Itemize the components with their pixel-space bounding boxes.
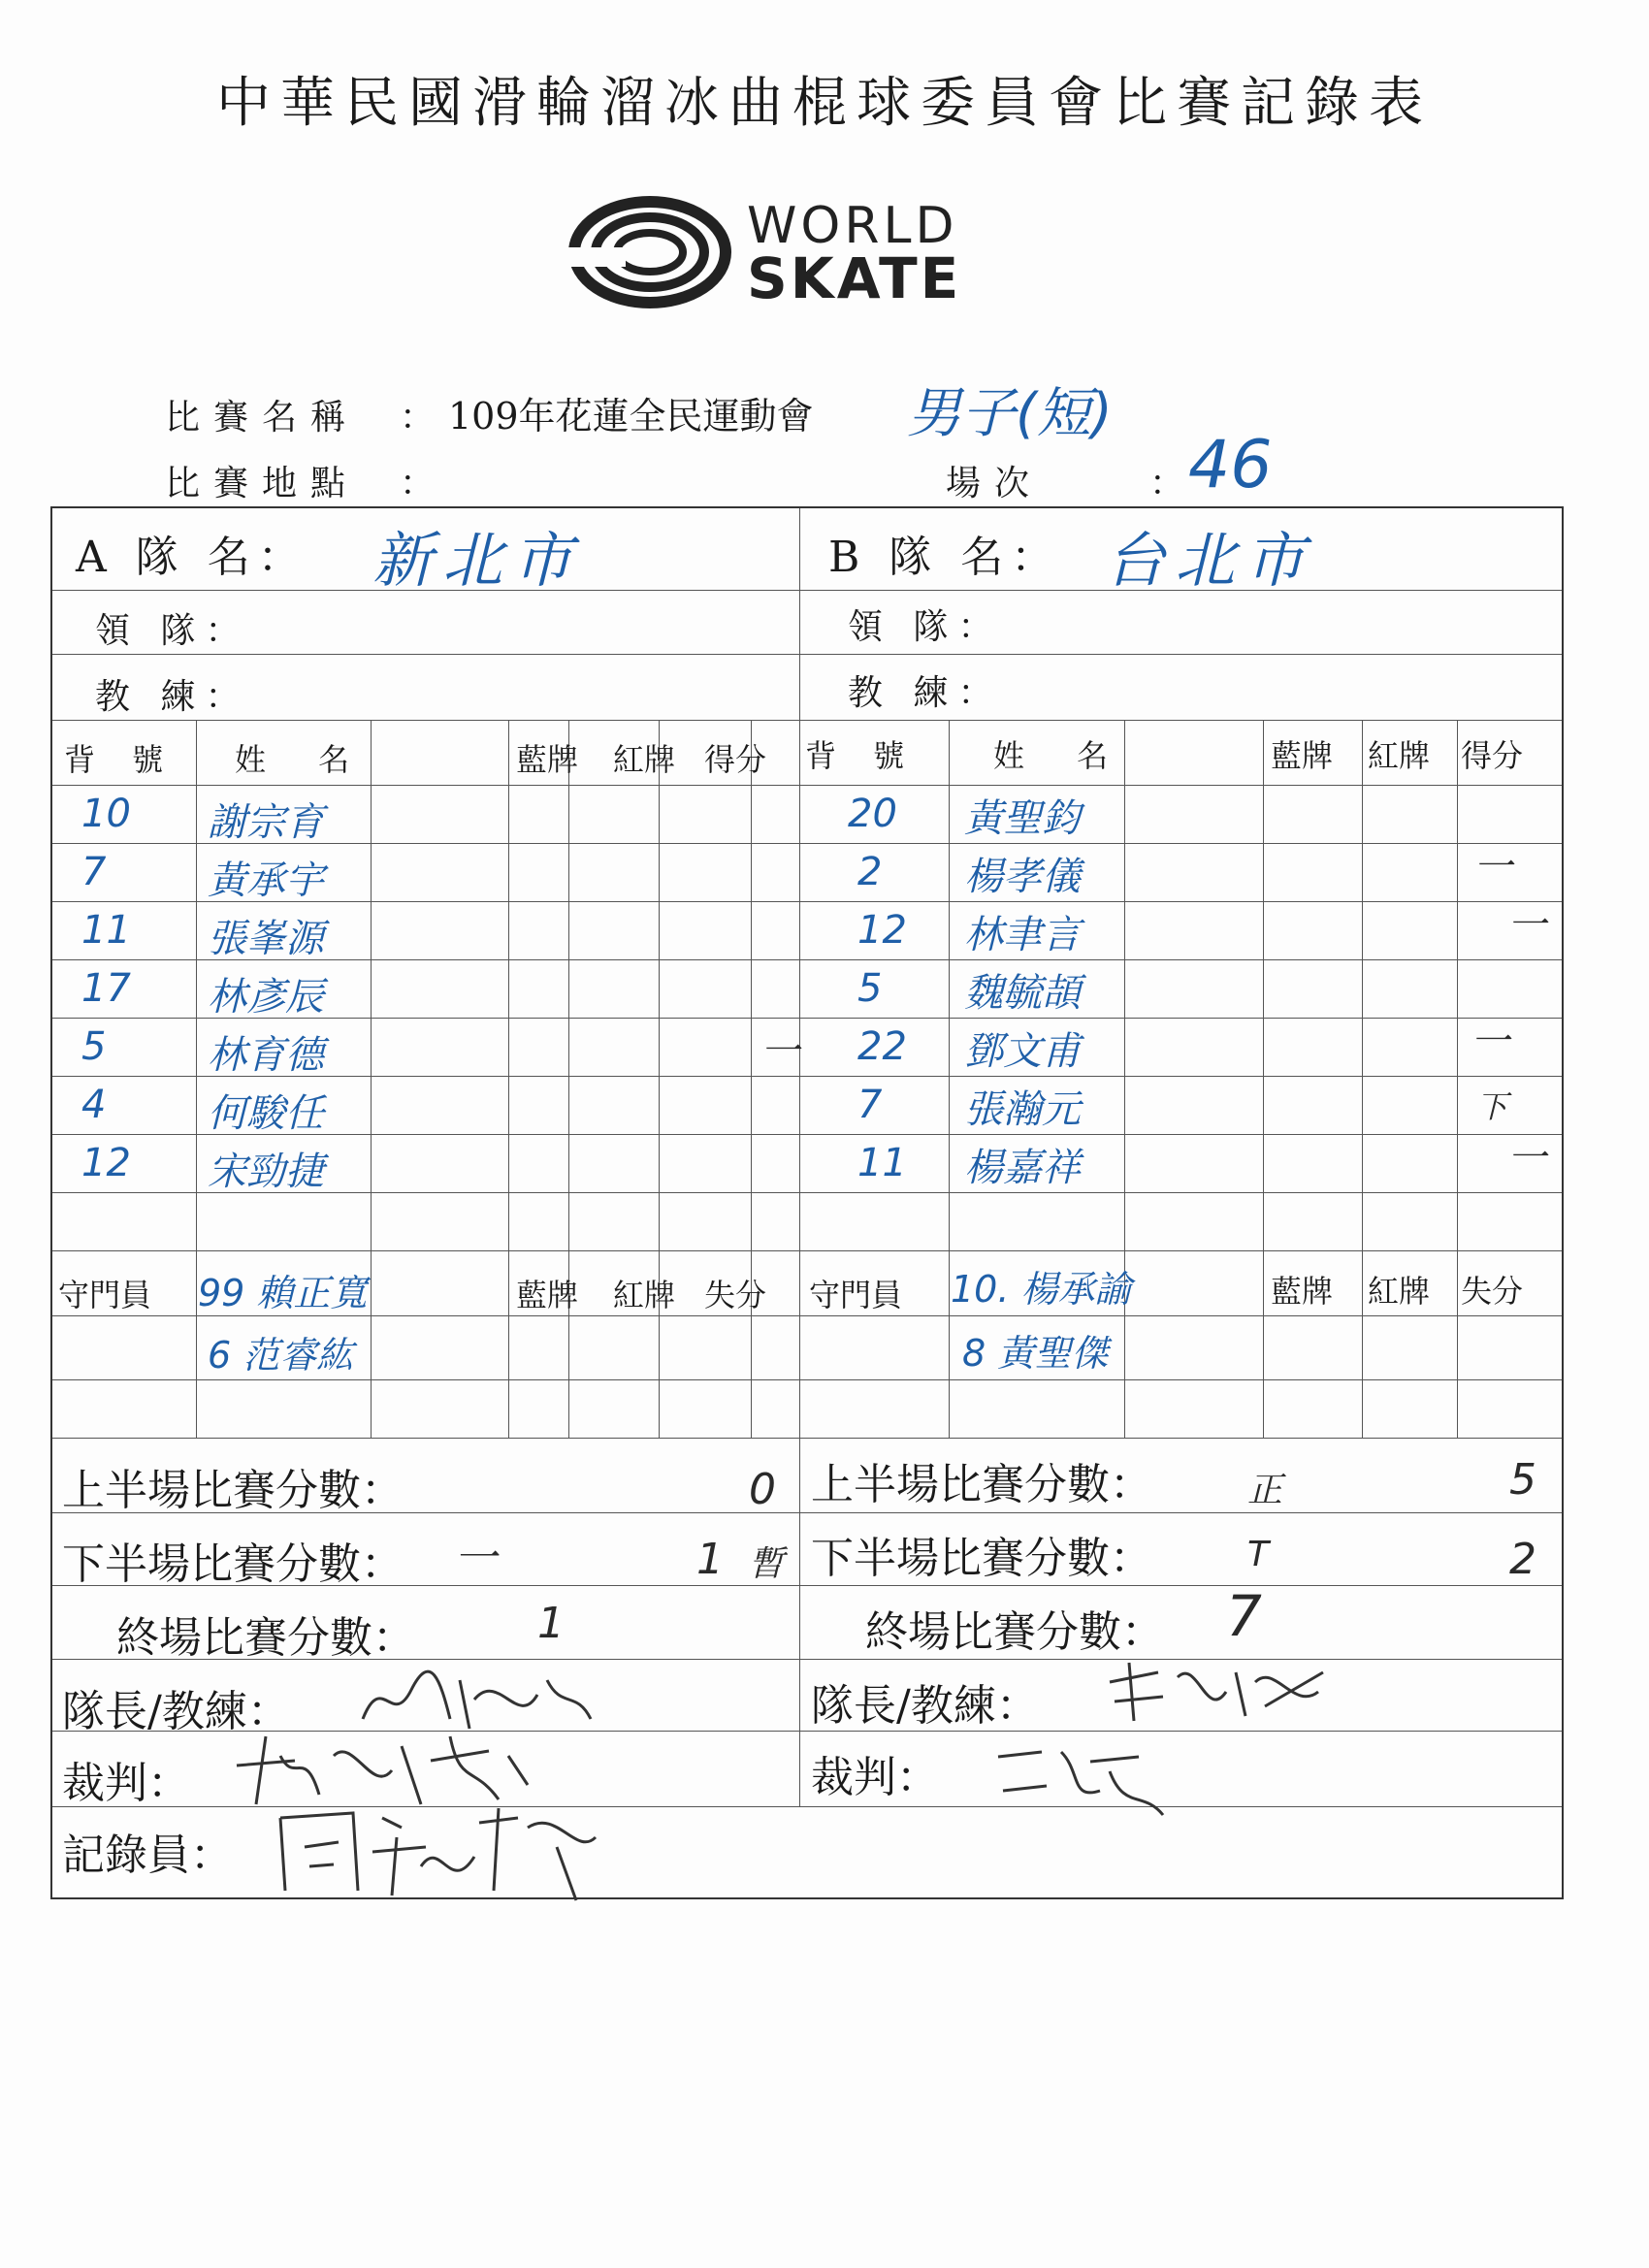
team-b-goalie-label: 守門員	[809, 1277, 903, 1313]
team-b-name-header: 姓 名	[993, 737, 1130, 774]
team-a-coach-label: 教 練：	[95, 677, 250, 717]
team-b-player-7-score: 一	[1507, 1136, 1546, 1181]
team-a-goalie-1: 99 賴正寬	[198, 1272, 368, 1314]
team-a-red-header: 紅牌	[613, 741, 676, 778]
team-b-first-half-marks: 正	[1247, 1471, 1283, 1510]
team-b-first-half-score: 5	[1509, 1455, 1536, 1505]
team-b-player-1-name: 黃聖鈞	[964, 796, 1081, 841]
team-b-player-3-score: 一	[1507, 903, 1546, 948]
team-b-player-4-name: 魏毓頡	[964, 971, 1081, 1016]
team-b-conceded-header: 失分	[1461, 1273, 1524, 1310]
team-a-player-5-score: 一	[760, 1029, 799, 1074]
team-b-player-2-score: 一	[1473, 845, 1512, 890]
team-a-second-half-score: 1	[696, 1535, 724, 1584]
world-skate-emblem-icon	[567, 189, 732, 315]
match-round-value: 46	[1188, 427, 1273, 503]
team-b-goalie-blue-header: 藍牌	[1271, 1273, 1334, 1310]
team-a-referee-label: 裁判：	[62, 1759, 190, 1808]
team-a-goalie-label: 守門員	[58, 1277, 152, 1313]
world-skate-logo	[567, 189, 1043, 315]
team-a-blue-header: 藍牌	[516, 741, 579, 778]
recorder-signature	[266, 1798, 634, 1905]
team-b-name: 台北市	[1105, 525, 1315, 596]
team-a-captain-label: 隊長/教練：	[62, 1687, 290, 1736]
team-b-player-3-name: 林聿言	[964, 913, 1081, 957]
match-name-label: 比賽名稱	[165, 398, 360, 437]
team-b-player-6-score: 下	[1476, 1088, 1508, 1125]
match-venue-colon: ：	[400, 464, 436, 503]
team-b-coach-label: 教 練：	[848, 673, 1003, 713]
team-a-name: 新北市	[372, 525, 583, 596]
team-b-red-header: 紅牌	[1368, 737, 1431, 774]
team-b-final-label: 終場比賽分數：	[865, 1607, 1164, 1657]
team-a-player-3-name: 張峯源	[208, 917, 324, 961]
match-round-colon: ：	[1149, 464, 1185, 503]
match-category: 男子(短)	[907, 382, 1113, 445]
team-a-second-half-label: 下半場比賽分數：	[62, 1539, 404, 1589]
team-b-player-2-name: 楊孝儀	[964, 855, 1081, 899]
team-b-captain-label: 隊長/教練：	[811, 1681, 1039, 1731]
team-b-first-half-label: 上半場比賽分數：	[811, 1460, 1152, 1509]
team-b-goalie-2: 8 黃聖傑	[962, 1332, 1109, 1375]
team-a-player-5-name: 林育德	[208, 1033, 324, 1078]
team-b-player-6-number: 7	[857, 1083, 883, 1127]
team-b-referee-label: 裁判：	[811, 1753, 939, 1802]
team-b-referee-signature	[984, 1733, 1178, 1820]
team-a-final-score: 1	[537, 1599, 565, 1648]
team-a-player-7-number: 12	[81, 1141, 131, 1185]
team-a-number-header: 背 號	[64, 741, 178, 778]
match-venue-label: 比賽地點	[165, 464, 360, 503]
team-a-first-half-score: 0	[749, 1465, 776, 1514]
team-a-player-5-number: 5	[81, 1024, 107, 1069]
team-b-second-half-marks: T	[1247, 1535, 1269, 1574]
match-round-label: 場次	[946, 464, 1044, 503]
team-b-number-header: 背 號	[805, 737, 919, 774]
team-b-player-5-number: 22	[857, 1024, 907, 1069]
team-a-player-7-name: 宋勁捷	[208, 1150, 324, 1194]
team-a-goalie-red-header: 紅牌	[613, 1277, 676, 1313]
team-a-player-4-name: 林彥辰	[208, 975, 324, 1020]
team-a-leader-label: 領 隊：	[95, 611, 250, 651]
match-name-colon: ：	[400, 398, 436, 437]
team-b-leader-label: 領 隊：	[848, 607, 1003, 647]
team-b-player-1-number: 20	[848, 792, 897, 836]
team-b-player-6-name: 張瀚元	[964, 1087, 1081, 1132]
team-a-conceded-header: 失分	[704, 1277, 767, 1313]
team-a-name-label: A 隊 名：	[76, 533, 308, 582]
team-a-player-6-number: 4	[81, 1083, 107, 1127]
team-b-player-5-name: 鄧文甫	[964, 1029, 1081, 1074]
match-name-value: 109年花蓮全民運動會	[448, 395, 814, 437]
team-b-player-7-name: 楊嘉祥	[964, 1146, 1081, 1190]
team-a-score-header: 得分	[704, 741, 767, 778]
team-a-player-4-number: 17	[81, 966, 131, 1011]
team-a-player-1-number: 10	[81, 792, 131, 836]
team-b-blue-header: 藍牌	[1271, 737, 1334, 774]
team-a-player-1-name: 謝宗育	[208, 800, 324, 845]
document-title: 中華民國滑輪溜冰曲棍球委員會比賽記錄表	[216, 72, 1433, 135]
team-b-score-header: 得分	[1461, 737, 1524, 774]
team-a-second-half-note: 暫	[749, 1544, 785, 1584]
team-a-player-3-number: 11	[81, 908, 131, 953]
team-b-goalie-red-header: 紅牌	[1368, 1273, 1431, 1310]
logo-text-skate: SKATE	[747, 245, 962, 311]
team-b-player-3-number: 12	[857, 908, 907, 953]
team-b-captain-signature	[1100, 1653, 1333, 1731]
team-a-player-6-name: 何駿任	[208, 1091, 324, 1136]
team-b-second-half-label: 下半場比賽分數：	[811, 1534, 1152, 1583]
recorder-label: 記錄員：	[62, 1831, 233, 1880]
team-b-final-score: 7	[1226, 1583, 1262, 1649]
team-a-goalie-blue-header: 藍牌	[516, 1277, 579, 1313]
team-a-first-half-label: 上半場比賽分數：	[62, 1466, 404, 1515]
logo-text-world: WORLD	[747, 197, 958, 255]
team-b-player-7-number: 11	[857, 1141, 907, 1185]
team-b-player-4-number: 5	[857, 966, 883, 1011]
team-b-player-2-number: 2	[857, 850, 883, 894]
team-a-player-2-number: 7	[81, 850, 107, 894]
team-b-name-label: B 隊 名：	[828, 533, 1062, 582]
team-b-second-half-score: 2	[1509, 1535, 1536, 1584]
team-a-player-2-name: 黃承宇	[208, 859, 324, 903]
team-a-goalie-2: 6 范睿紘	[208, 1334, 354, 1377]
team-a-name-header: 姓 名	[235, 741, 372, 778]
team-b-goalie-1: 10. 楊承諭	[951, 1268, 1132, 1311]
team-a-second-half-marks: 一	[454, 1534, 497, 1583]
team-b-player-5-score: 一	[1471, 1020, 1509, 1064]
team-a-final-label: 終場比賽分數：	[116, 1613, 415, 1663]
score-table	[50, 506, 1564, 1899]
